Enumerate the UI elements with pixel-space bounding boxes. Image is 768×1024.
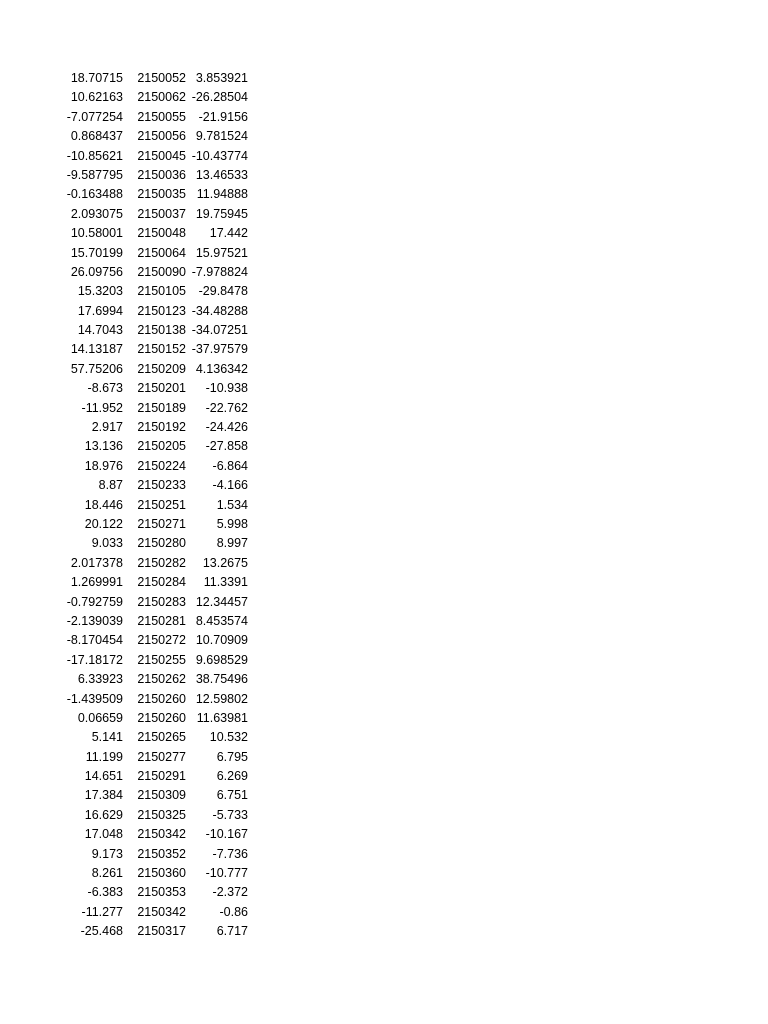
table-row [0,845,260,864]
table-cell: -4.166 [212,478,248,493]
table-cell: -26.28504 [191,90,248,105]
table-cell: 13.136 [84,439,123,454]
table-cell: 38.75496 [195,672,248,687]
table-row [0,108,260,127]
table-cell: 15.70199 [70,245,123,260]
table-row [0,728,260,747]
table-cell: 17.384 [84,788,123,803]
table-cell: -10.938 [205,381,248,396]
table-cell: 0.868437 [70,129,123,144]
table-row [0,127,260,146]
table-cell: 13.2675 [202,555,248,570]
table-cell: 26.09756 [70,264,123,279]
table-cell: 2150352 [137,846,186,861]
table-cell: 2150262 [137,672,186,687]
table-cell: -1.439509 [66,691,123,706]
table-cell: -5.733 [212,807,248,822]
table-cell: 2150284 [137,575,186,590]
table-cell: 2150265 [137,730,186,745]
table-cell: 9.033 [91,536,123,551]
table-cell: 2150035 [137,187,186,202]
table-cell: 11.3391 [203,575,248,590]
table-row [0,573,260,592]
table-cell: 2150251 [137,497,186,512]
table-cell: 2150353 [137,885,186,900]
table-cell: -10.777 [205,866,248,881]
table-cell: 0.06659 [77,710,123,725]
table-cell: -2.139039 [66,613,123,628]
table-cell: 2150342 [137,827,186,842]
table-cell: 17.6994 [77,303,123,318]
table-cell: 2150224 [137,458,186,473]
table-row [0,399,260,418]
table-cell: 14.13187 [70,342,123,357]
table-cell: 2150192 [137,420,186,435]
table-row [0,670,260,689]
table-cell: 2150090 [137,264,186,279]
table-cell: 8.997 [216,536,248,551]
table-row [0,340,260,359]
table-cell: -2.372 [212,885,248,900]
table-cell: 2150260 [137,691,186,706]
table-row [0,302,260,321]
table-row [0,69,260,88]
table-cell: -8.170454 [66,633,123,648]
table-cell: 2150272 [137,633,186,648]
table-cell: -34.48288 [191,303,248,318]
table-row [0,244,260,263]
table-cell: -34.07251 [191,323,248,338]
table-row [0,88,260,107]
table-cell: 2150056 [137,129,186,144]
table-cell: 6.751 [216,788,248,803]
table-row [0,379,260,398]
table-cell: 8.261 [91,866,123,881]
table-row [0,767,260,786]
table-cell: 2150277 [137,749,186,764]
table-cell: 8.87 [98,478,123,493]
table-cell: 8.453574 [195,613,248,628]
table-cell: 2150205 [137,439,186,454]
table-cell: 2150233 [137,478,186,493]
table-cell: 15.97521 [195,245,248,260]
table-cell: -7.978824 [191,264,248,279]
table-cell: 16.629 [84,807,123,822]
table-row [0,554,260,573]
table-cell: -17.18172 [66,652,123,667]
table-row [0,748,260,767]
table-cell: 2150123 [137,303,186,318]
table-cell: -0.792759 [66,594,123,609]
table-cell: 2150280 [137,536,186,551]
table-row [0,437,260,456]
table-row [0,593,260,612]
table-cell: 2150317 [137,924,186,939]
table-cell: 2150325 [137,807,186,822]
table-cell: 2150045 [137,148,186,163]
table-row [0,903,260,922]
table-cell: -8.673 [87,381,123,396]
table-cell: 2150048 [137,226,186,241]
table-cell: -21.9156 [198,109,248,124]
table-cell: -7.736 [212,846,248,861]
table-cell: 19.75945 [195,206,248,221]
table-cell: 6.269 [216,769,248,784]
table-row [0,205,260,224]
table-cell: 1.269991 [70,575,123,590]
table-cell: 2150291 [137,769,186,784]
table-cell: 2150138 [137,323,186,338]
table-cell: 2150281 [137,613,186,628]
table-cell: 11.199 [85,749,123,764]
table-cell: 12.34457 [195,594,248,609]
table-row [0,883,260,902]
table-row [0,690,260,709]
table-row [0,612,260,631]
table-cell: 10.58001 [70,226,123,241]
table-cell: 2.017378 [70,555,123,570]
table-cell: 2150189 [137,400,186,415]
table-cell: 20.122 [84,516,123,531]
table-row [0,321,260,340]
table-cell: -24.426 [205,420,248,435]
table-cell: 2150201 [137,381,186,396]
table-row [0,224,260,243]
table-cell: 10.62163 [70,90,123,105]
table-cell: -10.43774 [191,148,248,163]
table-cell: -29.8478 [198,284,248,299]
table-cell: 14.7043 [77,323,123,338]
table-cell: -10.167 [205,827,248,842]
table-cell: 2150342 [137,904,186,919]
table-cell: 12.59802 [195,691,248,706]
table-row [0,864,260,883]
table-cell: 5.998 [216,516,248,531]
table-row [0,166,260,185]
table-row [0,476,260,495]
table-cell: 6.33923 [77,672,123,687]
table-cell: 2150360 [137,866,186,881]
table-cell: -0.163488 [66,187,123,202]
table-cell: 2150055 [137,109,186,124]
table-cell: 2150064 [137,245,186,260]
table-cell: -27.858 [205,439,248,454]
table-row [0,922,260,941]
table-row [0,806,260,825]
table-cell: 4.136342 [195,361,248,376]
table-cell: 9.698529 [195,652,248,667]
table-cell: -9.587795 [66,167,123,182]
table-row [0,709,260,728]
table-cell: -6.864 [212,458,248,473]
table-cell: 2150152 [137,342,186,357]
table-cell: 3.853921 [195,71,248,85]
table-cell: -22.762 [205,400,248,415]
table-cell: 2150309 [137,788,186,803]
table-cell: 17.048 [84,827,123,842]
table-cell: 6.717 [216,924,248,939]
table-cell: 15.3203 [77,284,123,299]
data-sheet [0,69,260,942]
table-cell: -7.077254 [66,109,123,124]
table-cell: 2150255 [137,652,186,667]
table-cell: 1.534 [216,497,248,512]
table-row [0,282,260,301]
table-cell: 2150105 [137,284,186,299]
table-cell: 2150260 [137,710,186,725]
table-cell: 2150036 [137,167,186,182]
table-cell: 18.70715 [70,71,123,85]
table-row [0,825,260,844]
table-row [0,263,260,282]
table-cell: 9.173 [91,846,123,861]
table-cell: -11.952 [81,400,123,415]
table-cell: 11.63981 [196,710,248,725]
table-cell: 11.94888 [196,187,248,202]
table-cell: 10.532 [209,730,248,745]
table-cell: 13.46533 [195,167,248,182]
table-cell: 10.70909 [195,633,248,648]
table-row [0,786,260,805]
table-cell: -37.97579 [191,342,248,357]
table-row [0,418,260,437]
table-cell: 2.917 [91,420,123,435]
table-cell: 2150037 [137,206,186,221]
table-cell: 6.795 [216,749,248,764]
table-cell: 18.976 [84,458,123,473]
table-row [0,534,260,553]
table-cell: 9.781524 [195,129,248,144]
table-cell: -6.383 [87,885,123,900]
table-cell: 17.442 [209,226,248,241]
table-cell: 2150052 [137,71,186,85]
table-cell: 2150283 [137,594,186,609]
table-cell: 2150062 [137,90,186,105]
table-cell: -10.85621 [66,148,123,163]
table-cell: 2150282 [137,555,186,570]
table-cell: 14.651 [84,769,123,784]
table-cell: 2.093075 [70,206,123,221]
table-cell: -0.86 [219,904,248,919]
table-cell: -25.468 [80,924,123,939]
table-row [0,631,260,650]
table-row [0,185,260,204]
table-cell: 5.141 [91,730,123,745]
table-cell: 18.446 [84,497,123,512]
table-row [0,147,260,166]
table-row [0,360,260,379]
table-row [0,496,260,515]
table-cell: 57.75206 [70,361,123,376]
table-row [0,457,260,476]
table-cell: -11.277 [81,904,123,919]
table-cell: 2150209 [137,361,186,376]
table-row [0,651,260,670]
table-row [0,515,260,534]
table-cell: 2150271 [137,516,186,531]
